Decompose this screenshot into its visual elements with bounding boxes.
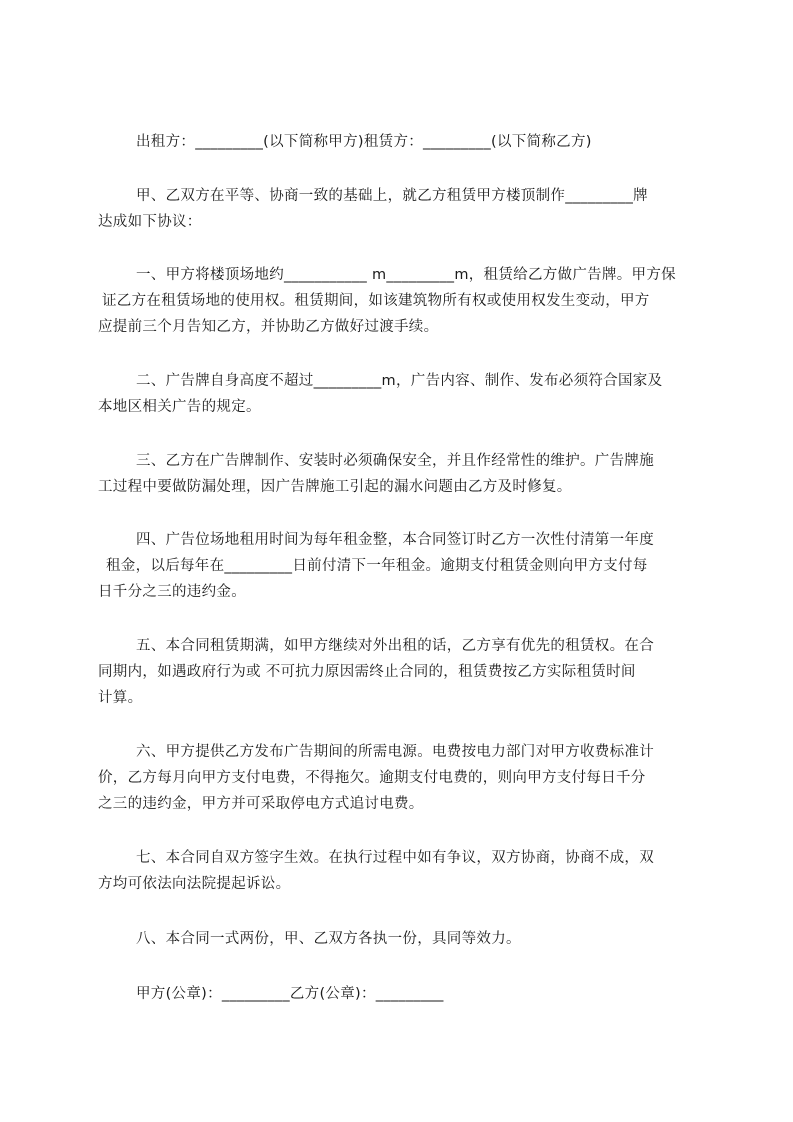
signature-line: 甲方(公章)：_________乙方(公章)：_________ bbox=[136, 986, 444, 1002]
clause-1-line-1: 一、甲方将楼顶场地约___________ m_________m，租赁给乙方做广告牌。甲方保 bbox=[136, 267, 676, 283]
clause-1-line-2: 证乙方在租赁场地的使用权。租赁期间，如该建筑物所有权或使用权发生变动，甲方 bbox=[102, 293, 650, 309]
preamble-line-2: 达成如下协议： bbox=[98, 214, 202, 230]
parties-line: 出租方：_________(以下简称甲方)租赁方：_________(以下简称乙方) bbox=[136, 134, 592, 150]
clause-3-line-2: 工过程中要做防漏处理，因广告牌施工引起的漏水问题由乙方及时修复。 bbox=[98, 479, 572, 495]
clause-6-line-1: 六、甲方提供乙方发布广告期间的所需电源。电费按电力部门对甲方收费标准计 bbox=[136, 744, 654, 760]
clause-6-line-2: 价，乙方每月向甲方支付电费，不得拖欠。逾期支付电费的，则向甲方支付每日千分 bbox=[98, 770, 646, 786]
clause-5-line-2: 同期内，如遇政府行为或 不可抗力原因需终止合同的，租赁费按乙方实际租赁时间 bbox=[98, 664, 636, 680]
clause-7-line-1: 七、本合同自双方签字生效。在执行过程中如有争议，双方协商，协商不成，双 bbox=[136, 850, 654, 866]
clause-6-line-3: 之三的违约金，甲方并可采取停电方式追讨电费。 bbox=[98, 796, 424, 812]
clause-7-line-2: 方均可依法向法院提起诉讼。 bbox=[98, 876, 291, 892]
clause-3-line-1: 三、乙方在广告牌制作、安装时必须确保安全，并且作经常性的维护。广告牌施 bbox=[136, 453, 654, 469]
clause-5-line-1: 五、本合同租赁期满，如甲方继续对外出租的话，乙方享有优先的租赁权。在合 bbox=[136, 638, 654, 654]
clause-2-line-1: 二、广告牌自身高度不超过_________m，广告内容、制作、发布必须符合国家及 bbox=[136, 373, 663, 389]
preamble-line-1: 甲、乙双方在平等、协商一致的基础上，就乙方租赁甲方楼顶制作_________牌 bbox=[136, 188, 648, 204]
clause-2-line-2: 本地区相关广告的规定。 bbox=[98, 399, 261, 415]
clause-1-line-3: 应提前三个月告知乙方，并协助乙方做好过渡手续。 bbox=[98, 319, 439, 335]
clause-4-line-3: 日千分之三的违约金。 bbox=[98, 584, 246, 600]
clause-4-line-1: 四、广告位场地租用时间为每年租金整，本合同签订时乙方一次性付清第一年度 bbox=[136, 532, 654, 548]
clause-4-line-2: 租金，以后每年在_________日前付清下一年租金。逾期支付租赁金则向甲方支付每 bbox=[106, 558, 648, 574]
clause-8-line-1: 八、本合同一式两份，甲、乙双方各执一份，具同等效力。 bbox=[136, 931, 521, 947]
clause-5-line-3: 计算。 bbox=[98, 690, 143, 706]
